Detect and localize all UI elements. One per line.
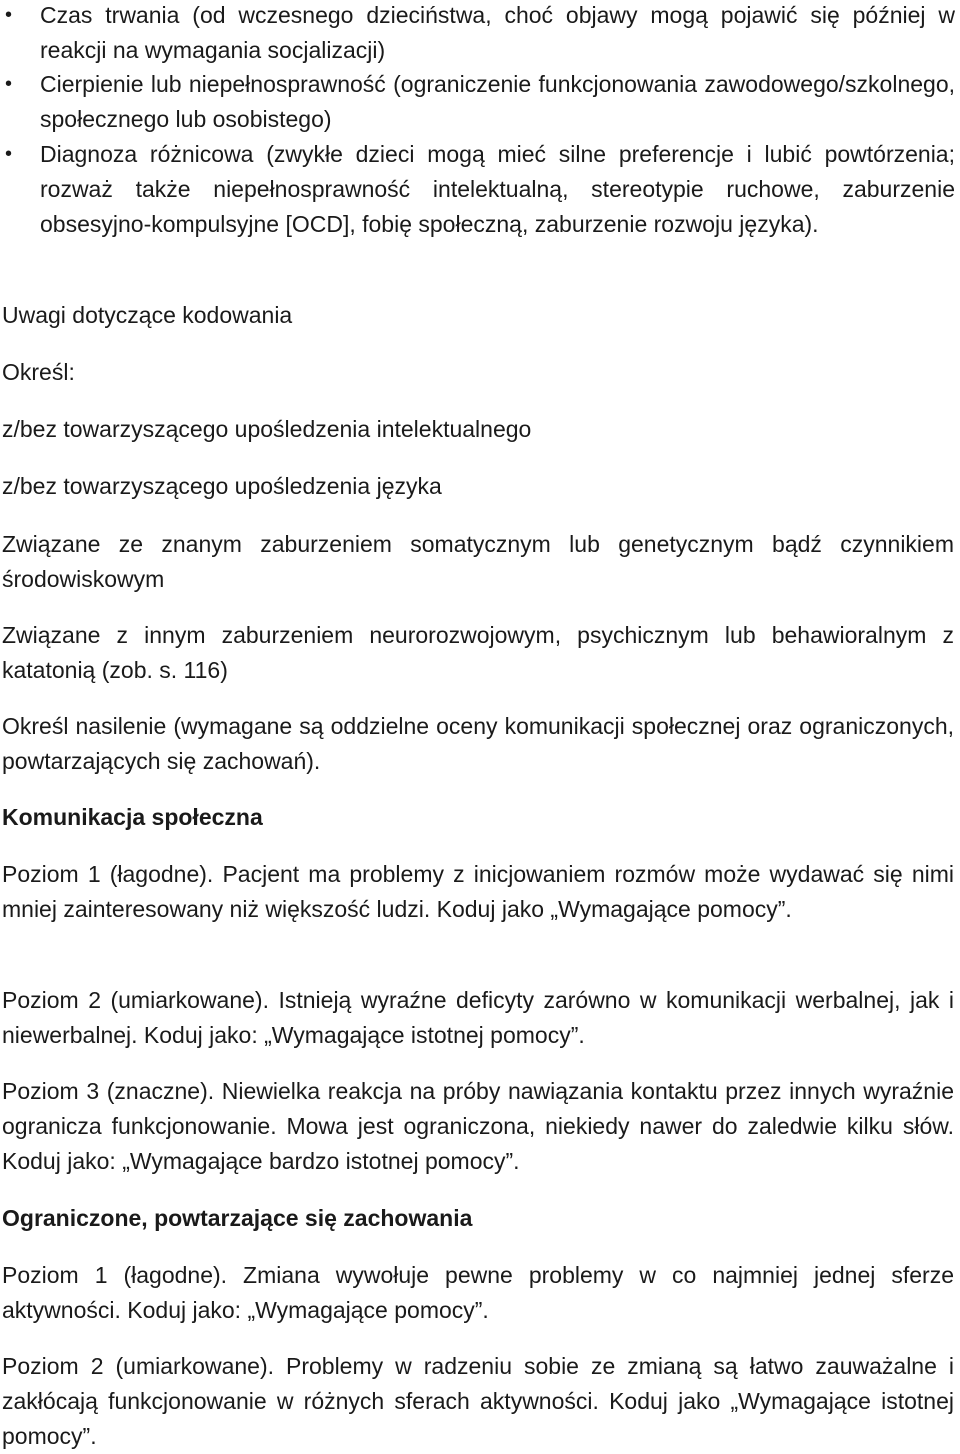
bullet-marker: • <box>5 143 13 165</box>
coding-notes-heading: Uwagi dotyczące kodowania <box>2 302 293 328</box>
specifier-somatic-genetic: Związane ze znanym zaburzeniem somatycznym lub genetycznym bądź czynnikiem środowiskowym <box>2 531 954 592</box>
social-communication-level-3: Poziom 3 (znaczne). Niewielka reakcja na próby nawiązania kontaktu przez innych wyraźnie ogranicza funkcjonowanie. Mowa jest ograniczona, niekiedy nawer do zaledwie kilku słów. Koduj jako: „Wymagające bardzo istotnej pomocy”. <box>2 1078 954 1174</box>
social-communication-level-2: Poziom 2 (umiarkowane). Istnieją wyraźne deficyty zarówno w komunikacji werbalnej, jak i niewerbalnej. Koduj jako: „Wymagające istotnej pomocy”. <box>2 987 954 1048</box>
bullet-marker: • <box>5 4 13 26</box>
restricted-behaviors-heading: Ograniczone, powtarzające się zachowania <box>2 1205 473 1231</box>
specifier-other-disorder: Związane z innym zaburzeniem neurorozwojowym, psychicznym lub behawioralnym z katatonią (zob. s. 116) <box>2 622 954 683</box>
bullet-marker: • <box>5 73 13 95</box>
bullet-item-duration: Czas trwania (od wczesnego dzieciństwa, choć objawy mogą pojawić się później w reakcji na wymagania socjalizacji) <box>40 2 955 63</box>
bullet-item-impairment: Cierpienie lub niepełnosprawność (ograniczenie funkcjonowania zawodowego/szkolnego, społecznego lub osobistego) <box>40 71 955 132</box>
restricted-behaviors-level-1: Poziom 1 (łagodne). Zmiana wywołuje pewne problemy w co najmniej jednej sferze aktywności. Koduj jako: „Wymagające pomocy”. <box>2 1262 954 1323</box>
restricted-behaviors-level-2: Poziom 2 (umiarkowane). Problemy w radzeniu sobie ze zmianą są łatwo zauważalne i zakłócają funkcjonowanie w różnych sferach aktywności. Koduj jako „Wymagające istotnej pomocy”. <box>2 1353 954 1449</box>
bullet-item-differential-diagnosis: Diagnoza różnicowa (zwykłe dzieci mogą mieć silne preferencje i lubić powtórzenia; rozważ także niepełnosprawność intelektualną, stereotypie ruchowe, zaburzenie obsesyjno-kompulsyjne [OCD], fobię społeczną, zaburzenie rozwoju języka). <box>40 141 955 237</box>
specifier-severity: Określ nasilenie (wymagane są oddzielne oceny komunikacji społecznej oraz ograniczonych, powtarzających się zachowań). <box>2 713 954 774</box>
specifier-intellectual: z/bez towarzyszącego upośledzenia intelektualnego <box>2 416 532 442</box>
social-communication-level-1: Poziom 1 (łagodne). Pacjent ma problemy z inicjowaniem rozmów może wydawać się nimi mniej zainteresowany niż większość ludzi. Koduj jako „Wymagające pomocy”. <box>2 861 954 922</box>
specifier-language: z/bez towarzyszącego upośledzenia języka <box>2 473 442 499</box>
social-communication-heading: Komunikacja społeczna <box>2 804 263 830</box>
specify-label: Określ: <box>2 359 75 385</box>
